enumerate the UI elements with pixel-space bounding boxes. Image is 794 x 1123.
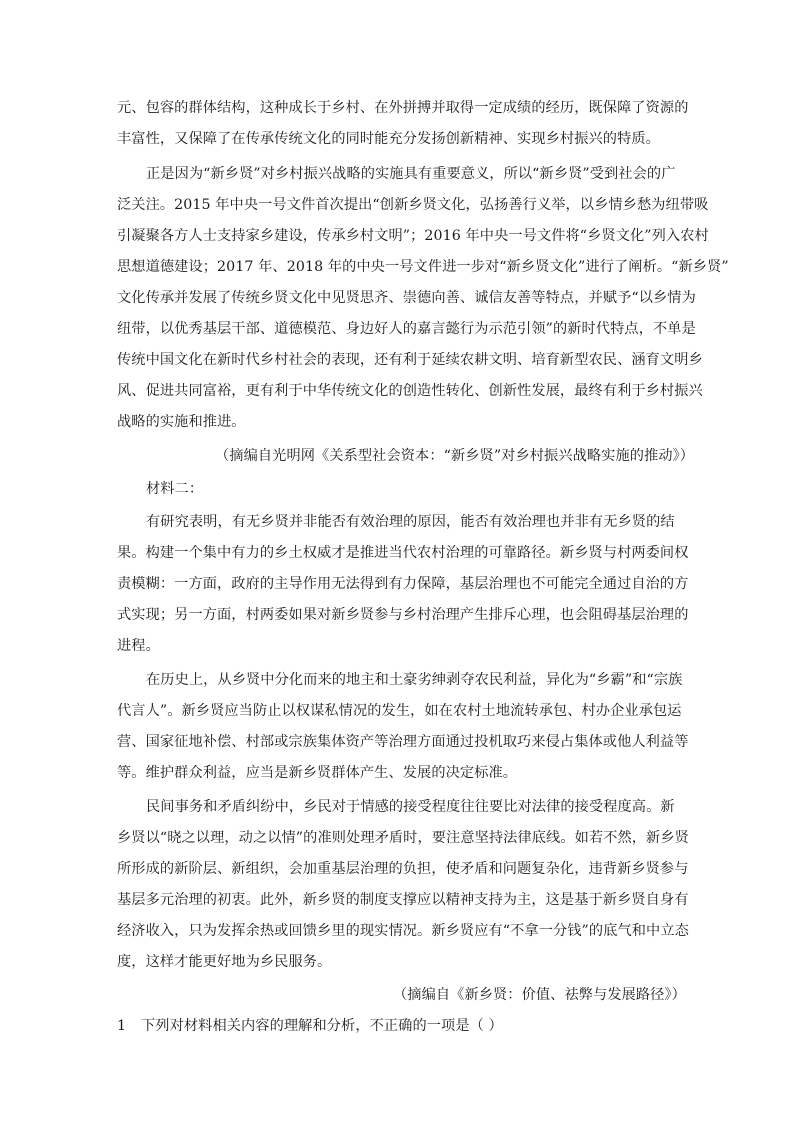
text-line: 文化传承并发展了传统乡贤文化中见贤思齐、崇德向善、诚信友善等特点，并赋予“以乡情为 bbox=[117, 290, 696, 306]
question-text: 下列对材料相关内容的理解和分析，不正确的一项是（ ） bbox=[141, 1018, 503, 1034]
text-line: 进程。 bbox=[117, 638, 160, 654]
text-line: 营、国家征地补偿、村部或宗族集体资产等治理方面通过投机取巧来侵占集体或他人利益等 bbox=[117, 734, 689, 750]
paragraph-start: 有研究表明，有无乡贤并非能否有效治理的原因，能否有效治理也并非有无乡贤的结 bbox=[146, 514, 675, 530]
source-citation: （摘编自光明网《关系型社会资本：“新乡贤”对乡村振兴战略实施的推动》） bbox=[215, 448, 695, 464]
text-line: 果。构建一个集中有力的乡土权威才是推进当代农村治理的可靠路径。新乡贤与村两委间权 bbox=[117, 545, 689, 561]
text-line: 传统中国文化在新时代乡村社会的表现，还有利于延续农耕文明、培育新型农民、涵育文明乡 bbox=[117, 352, 703, 368]
text-line: 度，这样才能更好地为乡民服务。 bbox=[117, 954, 332, 970]
question-number: 1 bbox=[117, 1018, 127, 1034]
text-line: 战略的实施和推进。 bbox=[117, 414, 246, 430]
text-line: 等。维护群众利益，应当是新乡贤群体产生、发展的决定标准。 bbox=[117, 765, 518, 781]
paragraph-start: 正是因为“新乡贤”对乡村振兴战略的实施具有重要意义，所以“新乡贤”受到社会的广 bbox=[146, 166, 676, 182]
text-line: 思想道德建设；2017 年、2018 年的中央一号文件进一步对“新乡贤文化”进行了阐析。“新乡贤” bbox=[117, 259, 729, 275]
section-label: 材料二： bbox=[146, 481, 204, 497]
text-line: 丰富性，又保障了在传承传统文化的同时能充分发扬创新精神、实现乡村振兴的特质。 bbox=[117, 131, 660, 147]
text-line: 经济收入，只为发挥余热或回馈乡里的现实情况。新乡贤应有“不拿一分钱”的底气和中立态 bbox=[117, 923, 689, 939]
text-line: 风、促进共同富裕，更有利于中华传统文化的创造性转化、创新性发展，最终有利于乡村振兴 bbox=[117, 383, 703, 399]
question-line bbox=[117, 1016, 683, 1036]
text-line: 责模糊：一方面，政府的主导作用无法得到有力保障，基层治理也不可能完全通过自治的方 bbox=[117, 576, 689, 592]
paragraph-start: 在历史上，从乡贤中分化而来的地主和土豪劣绅剥夺农民利益，异化为“乡霸”和“宗族 bbox=[146, 672, 683, 688]
text-line: 代言人”。新乡贤应当防止以权谋私情况的发生，如在农村土地流转承包、村办企业承包运 bbox=[117, 703, 682, 719]
source-citation: （摘编自《新乡贤：价值、祛弊与发展路径》） bbox=[393, 987, 686, 1003]
text-line: 所形成的新阶层、新组织，会加重基层治理的负担，使矛盾和问题复杂化，违背新乡贤参与 bbox=[117, 861, 689, 877]
text-line: 元、包容的群体结构，这种成长于乡村、在外拼搏并取得一定成绩的经历，既保障了资源的 bbox=[117, 100, 689, 116]
text-line: 乡贤以“晓之以理，动之以情”的准则处理矛盾时，要注意坚持法律底线。如若不然，新乡贤 bbox=[117, 830, 689, 846]
text-line: 泛关注。2015 年中央一号文件首次提出“创新乡贤文化，弘扬善行义举，以乡情乡愁为纽带吸 bbox=[117, 197, 709, 213]
text-line: 式实现；另一方面，村两委如果对新乡贤参与乡村治理产生排斥心理，也会阻碍基层治理的 bbox=[117, 607, 689, 623]
text-line: 基层多元治理的初衷。此外，新乡贤的制度支撑应以精神支持为主，这是基于新乡贤自身有 bbox=[117, 892, 689, 908]
text-line: 纽带，以优秀基层干部、道德模范、身边好人的嘉言懿行为示范引领”的新时代特点，不单是 bbox=[117, 321, 696, 337]
paragraph-start: 民间事务和矛盾纠纷中，乡民对于情感的接受程度往往要比对法律的接受程度高。新 bbox=[146, 799, 675, 815]
text-line: 引凝聚各方人士支持家乡建设，传承乡村文明”；2016 年中央一号文件将“乡贤文化”列入农村 bbox=[117, 228, 709, 244]
